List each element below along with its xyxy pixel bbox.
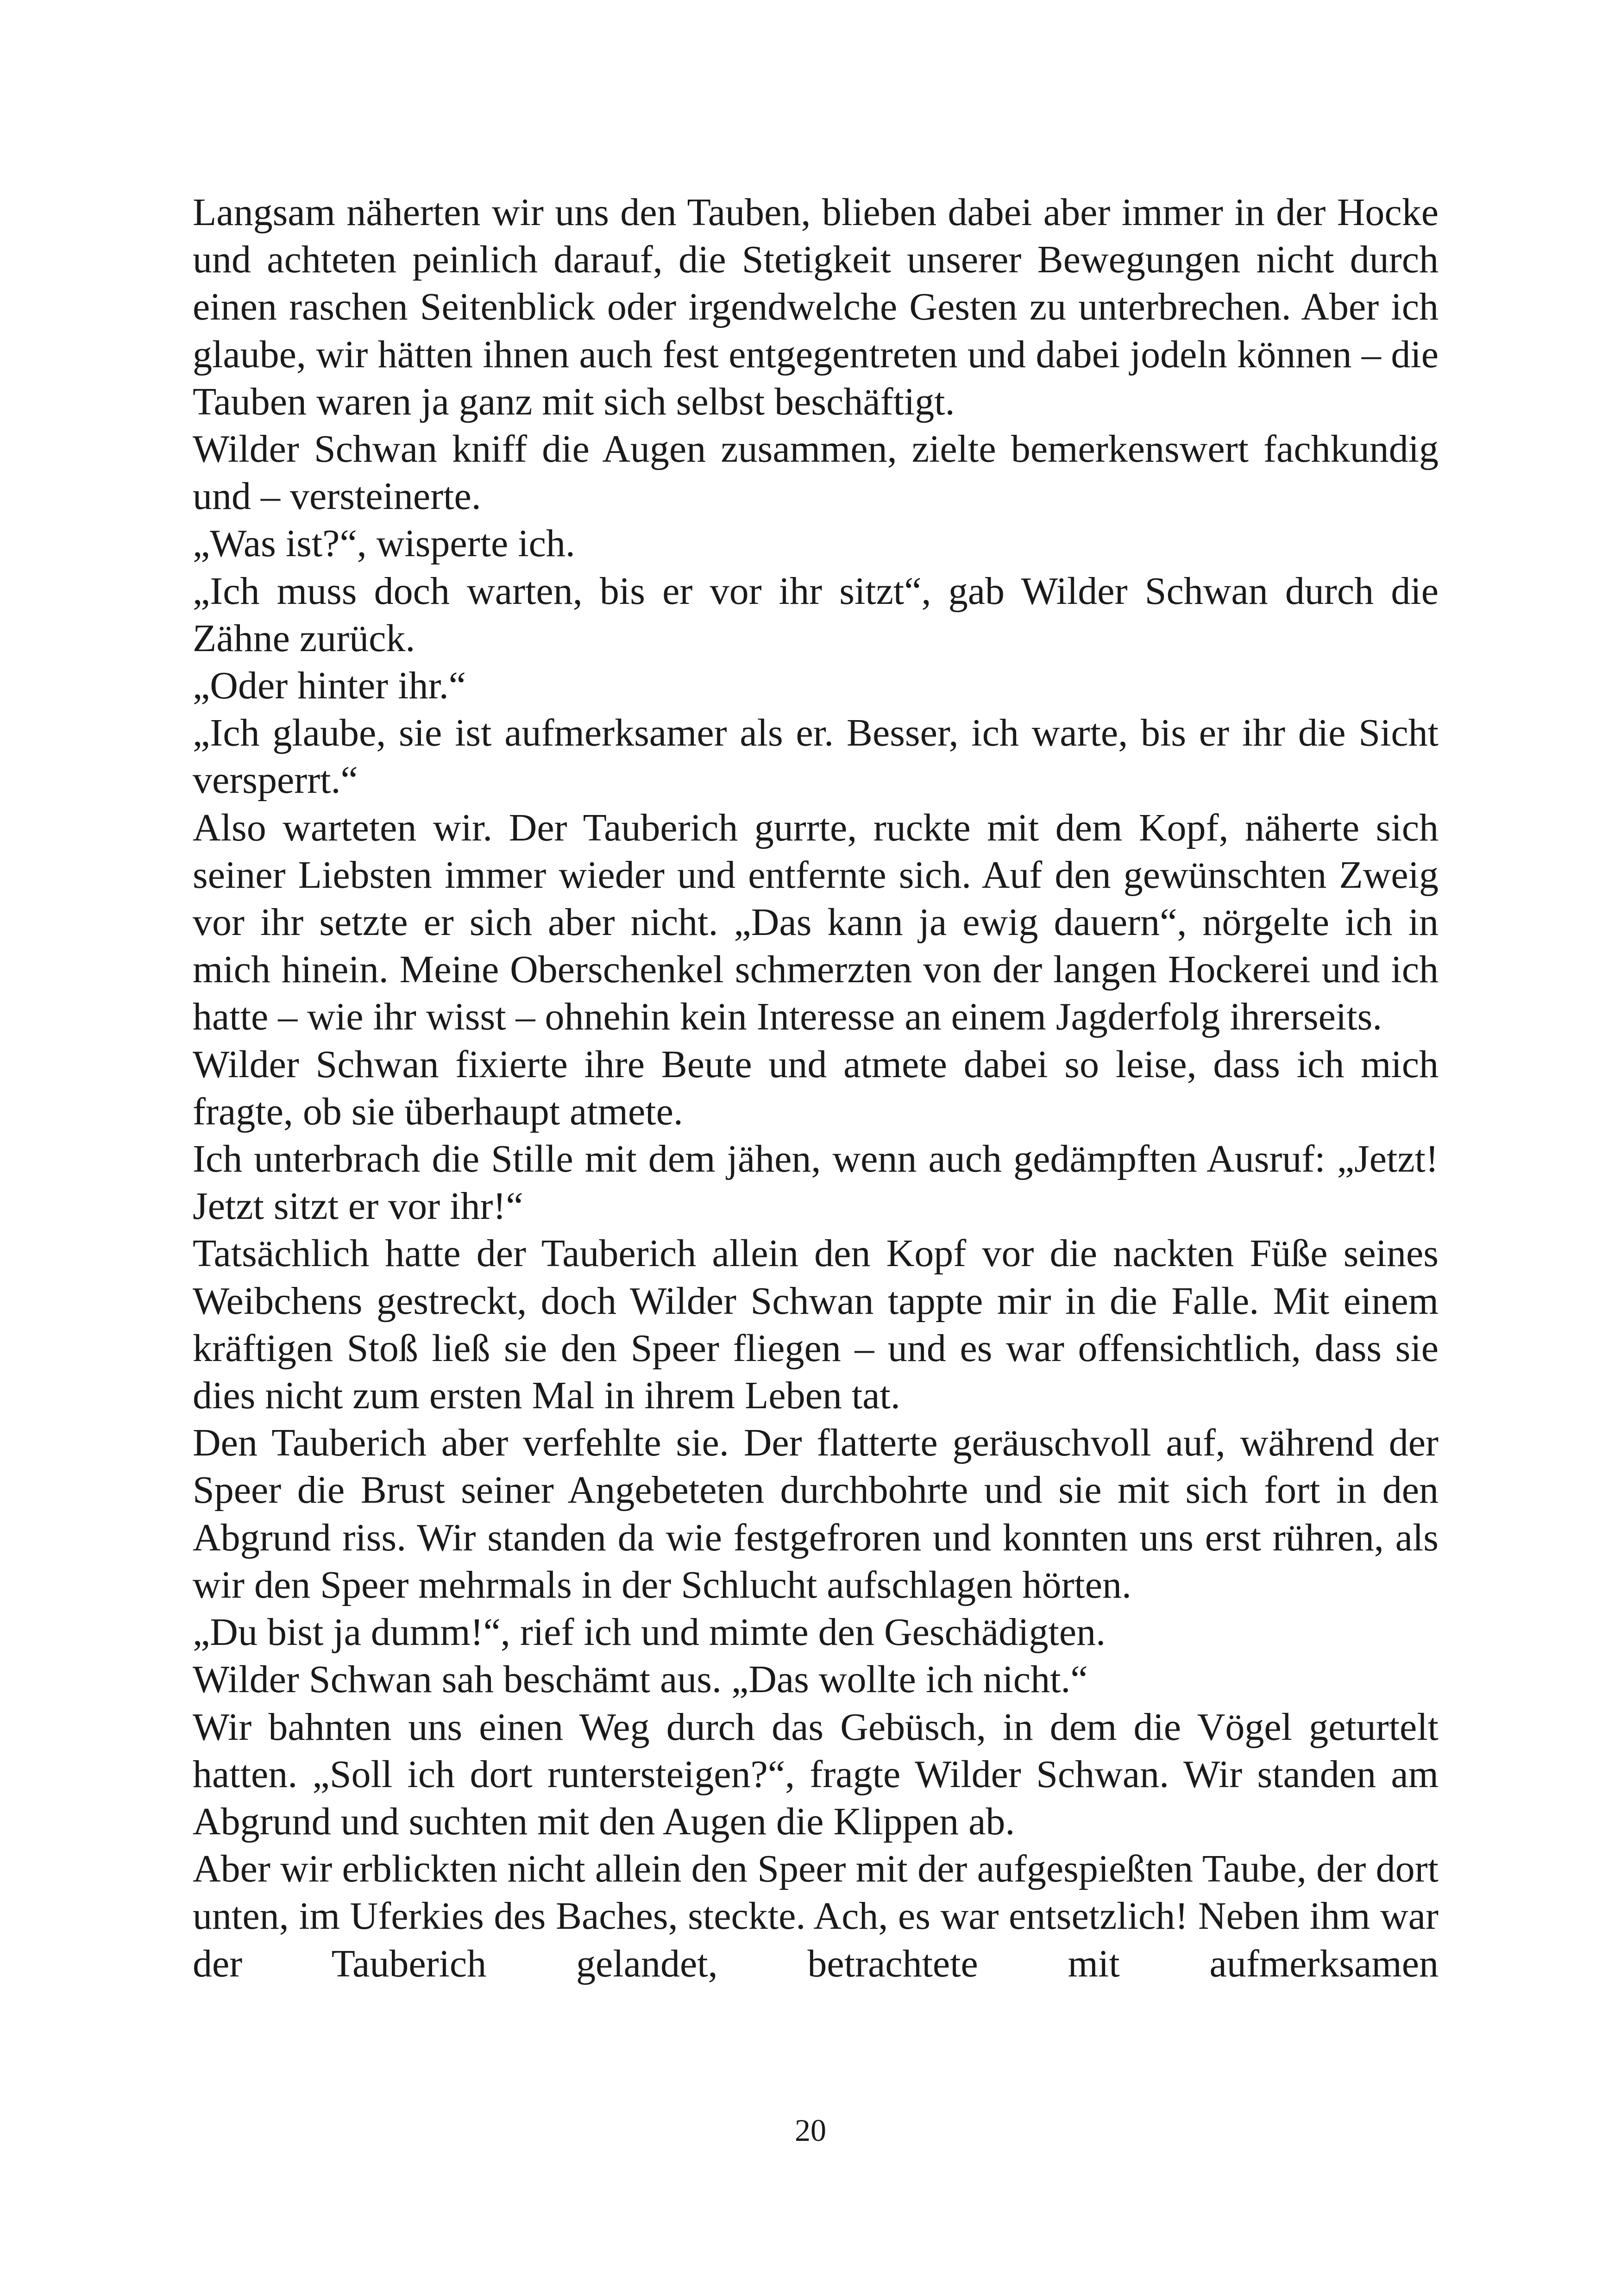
paragraph: Den Tauberich aber verfehlte sie. Der flatterte geräuschvoll auf, während der Speer die Brust seiner Angebeteten durchbohrte und sie mit sich fort in den Abgrund riss. Wir standen da wie festgefroren und konnten uns erst rühren, als wir den Speer mehrmals in der Schlucht aufschlagen hörten.: [193, 1421, 1439, 1606]
paragraph: Also warteten wir. Der Tauberich gurrte, ruckte mit dem Kopf, näherte sich seiner Liebsten immer wieder und entfernte sich. Auf den gewünschten Zweig vor ihr setzte er sich aber nicht. „Das kann ja ewig dauern“, nörgelte ich in mich hinein. Meine Oberschenkel schmerzten von der langen Hockerei und ich hatte – wie ihr wisst – ohnehin kein Interesse an einem Jagderfolg ihrerseits.: [193, 806, 1439, 1039]
paragraph: Wir bahnten uns einen Weg durch das Gebüsch, in dem die Vögel geturtelt hatten. „Soll ich dort runtersteigen?“, fragte Wilder Schwan. Wir standen am Abgrund und suchten mit den Augen die Klippen ab.: [193, 1705, 1439, 1843]
paragraph: Langsam näherten wir uns den Tauben, blieben dabei aber immer in der Hocke und achteten peinlich darauf, die Stetigkeit unserer Bewegungen nicht durch einen raschen Seitenblick oder irgendwelche Gesten zu unterbrechen. Aber ich glaube, wir hätten ihnen auch fest entgegentreten und dabei jodeln können – die Tauben waren ja ganz mit sich selbst beschäftigt.: [193, 191, 1439, 423]
paragraph: „Oder hinter ihr.“: [193, 664, 466, 708]
paragraph: „Was ist?“, wisperte ich.: [193, 522, 575, 565]
paragraph: Wilder Schwan kniff die Augen zusammen, zielte bemerkenswert fachkundig und – versteinerte.: [193, 427, 1439, 518]
paragraph: Wilder Schwan fixierte ihre Beute und atmete dabei so leise, dass ich mich fragte, ob sie überhaupt atmete.: [193, 1042, 1439, 1133]
paragraph: „Du bist ja dumm!“, rief ich und mimte den Geschädigten.: [193, 1611, 1106, 1654]
page-number: 20: [795, 2113, 826, 2148]
paragraph: „Ich muss doch warten, bis er vor ihr sitzt“, gab Wilder Schwan durch die Zähne zurück.: [193, 569, 1439, 660]
paragraph: Aber wir erblickten nicht allein den Speer mit der aufgespießten Taube, der dort unten, im Uferkies des Baches, steckte. Ach, es war entsetzlich! Neben ihm war der Tauberich gelandet, betrachtete mit aufmerksamen: [193, 1847, 1439, 1985]
paragraph: Tatsächlich hatte der Tauberich allein den Kopf vor die nackten Füße seines Weibchens gestreckt, doch Wilder Schwan tappte mir in die Falle. Mit einem kräftigen Stoß ließ sie den Speer fliegen – und es war offensichtlich, dass sie dies nicht zum ersten Mal in ihrem Leben tat.: [193, 1232, 1439, 1418]
paragraph: Wilder Schwan sah beschämt aus. „Das wollte ich nicht.“: [193, 1658, 1088, 1701]
paragraph: „Ich glaube, sie ist aufmerksamer als er. Besser, ich warte, bis er ihr die Sicht versperrt.“: [193, 711, 1439, 802]
paragraph: Ich unterbrach die Stille mit dem jähen, wenn auch gedämpften Ausruf: „Jetzt! Jetzt sitzt er vor ihr!“: [193, 1137, 1439, 1228]
body-text: [193, 189, 1439, 1988]
